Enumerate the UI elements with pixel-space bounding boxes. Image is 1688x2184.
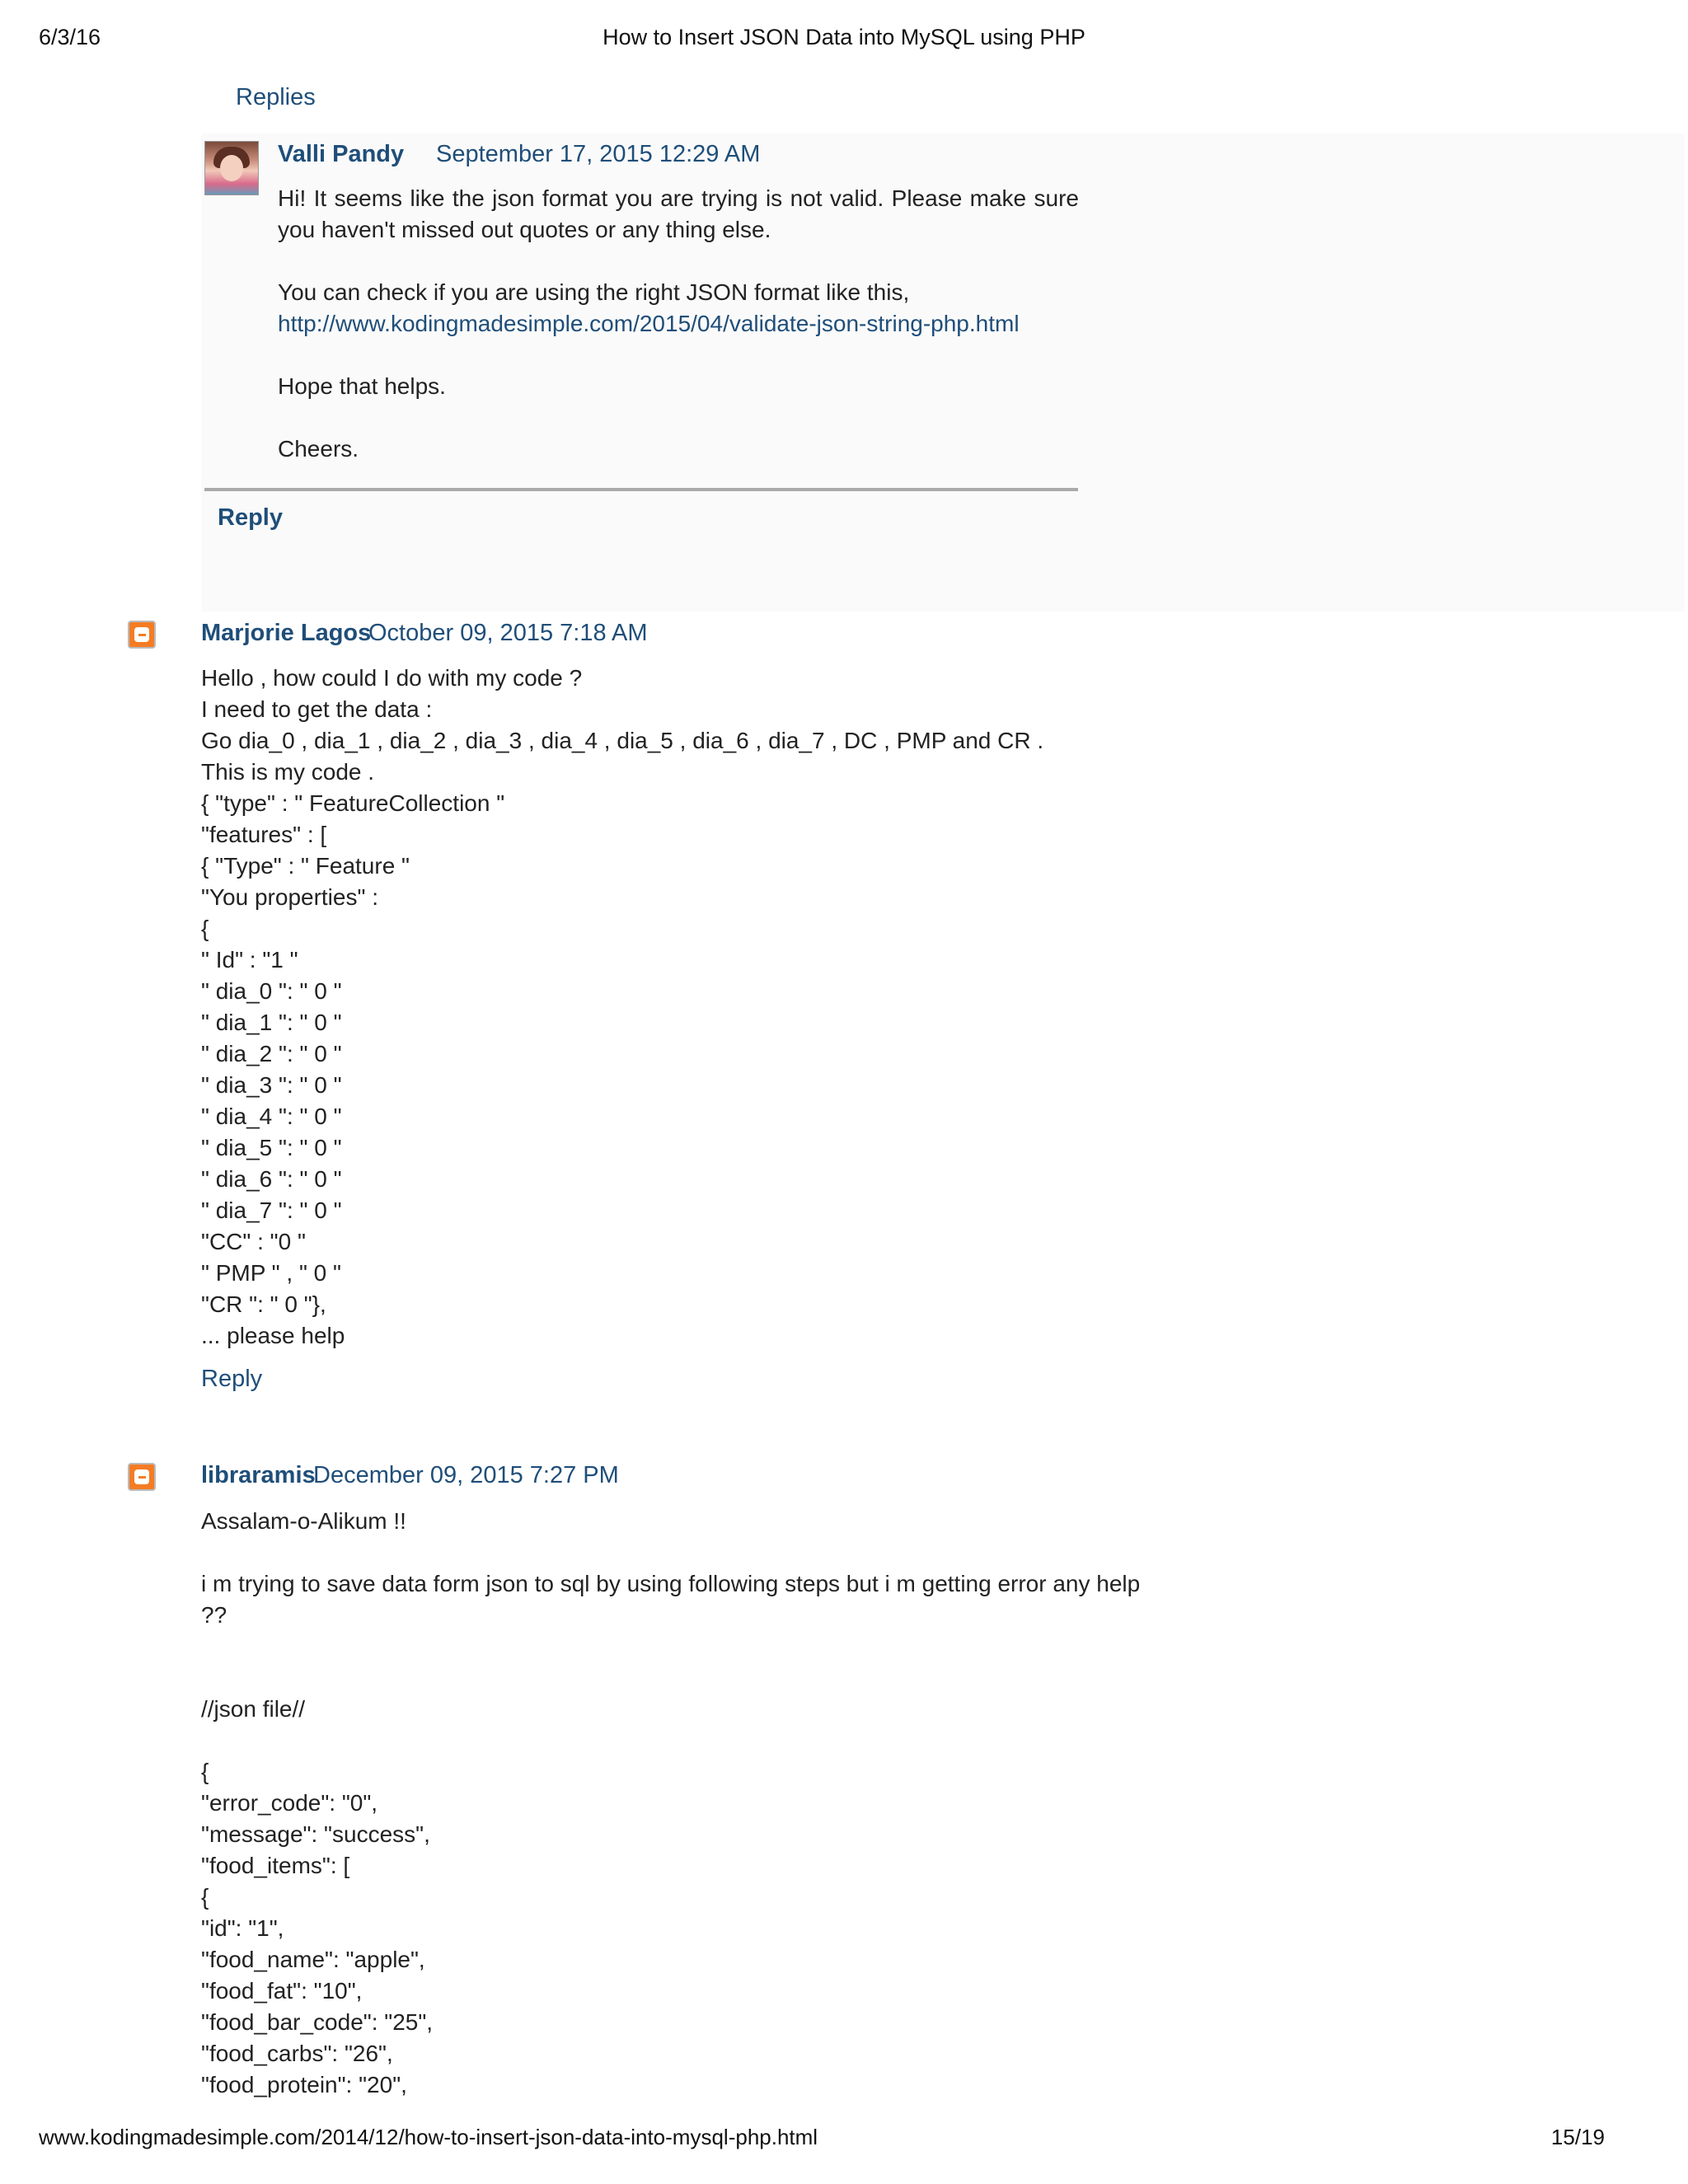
comment-reply-link[interactable]: Reply: [201, 1366, 263, 1392]
comment-line: i m trying to save data form json to sql by using following steps but i m getting error any help: [201, 1571, 1141, 1596]
comment-timestamp[interactable]: October 09, 2015 7:18 AM: [368, 620, 648, 646]
thread-reply-button[interactable]: Reply: [218, 504, 283, 531]
comment-line: "food_items": [: [201, 1853, 350, 1878]
comment-line: "CR ": " 0 "},: [201, 1291, 326, 1317]
comment-line: "features" : [: [201, 822, 327, 847]
comment-line: " dia_5 ": " 0 ": [201, 1135, 342, 1160]
comment-line: {: [201, 1759, 209, 1784]
comment-body: [201, 1506, 1140, 2101]
comment-line: "food_bar_code": "25",: [201, 2009, 434, 2035]
blogger-icon: [128, 1463, 156, 1491]
comment-author-name[interactable]: Marjorie Lagos: [201, 620, 372, 646]
comment-line: ??: [201, 1602, 227, 1628]
page-number: 15/19: [1550, 2125, 1605, 2149]
comment-line: "food_name": "apple",: [201, 1947, 425, 1972]
comment-line: " dia_1 ": " 0 ": [201, 1010, 342, 1035]
comment-line: I need to get the data :: [201, 696, 433, 722]
comment-line: [201, 1537, 1140, 1568]
comment-line: //json file//: [201, 1696, 306, 1722]
comment-line: "error_code": "0",: [201, 1790, 378, 1816]
print-url: www.kodingmadesimple.com/2014/12/how-to-insert-json-data-into-mysql-php.html: [39, 2125, 818, 2149]
comment-line: " Id" : "1 ": [201, 947, 298, 972]
comment-line: "You properties" :: [201, 884, 378, 910]
comment-line: " dia_6 ": " 0 ": [201, 1166, 342, 1192]
reply-timestamp[interactable]: September 17, 2015 12:29 AM: [436, 141, 761, 167]
thread-divider: [204, 488, 1078, 491]
comment-line: Assalam-o-Alikum !!: [201, 1508, 406, 1534]
comment-line: [201, 1725, 1140, 1756]
comment-line: " PMP " , " 0 ": [201, 1260, 341, 1286]
print-date: 6/3/16: [39, 25, 101, 49]
comment-line: { "Type" : " Feature ": [201, 853, 410, 879]
reply-paragraph: You can check if you are using the right JSON format like this,: [278, 279, 910, 305]
reply-paragraph: Hope that helps.: [278, 373, 446, 399]
comment-line: { "type" : " FeatureCollection ": [201, 790, 505, 816]
validate-json-link[interactable]: http://www.kodingmadesimple.com/2015/04/validate-json-string-php.html: [278, 311, 1020, 336]
comment-line: This is my code .: [201, 759, 375, 785]
comment-line: Go dia_0 , dia_1 , dia_2 , dia_3 , dia_4 , dia_5 , dia_6 , dia_7 , DC , PMP and CR .: [201, 728, 1044, 753]
comment-line: [201, 1662, 1140, 1694]
comment-line: "food_fat": "10",: [201, 1978, 363, 2004]
comment-line: {: [201, 916, 209, 941]
comment-line: " dia_2 ": " 0 ": [201, 1041, 342, 1066]
comment-line: " dia_0 ": " 0 ": [201, 978, 342, 1004]
comment-line: "food_protein": "20",: [201, 2072, 407, 2097]
replies-toggle-link[interactable]: Replies: [236, 84, 316, 110]
comment-timestamp[interactable]: December 09, 2015 7:27 PM: [313, 1462, 619, 1488]
comment-line: " dia_4 ": " 0 ": [201, 1104, 342, 1129]
comment-line: "message": "success",: [201, 1821, 430, 1847]
comment-line: "food_carbs": "26",: [201, 2041, 393, 2066]
comment-line: " dia_7 ": " 0 ": [201, 1197, 342, 1223]
comment-line: " dia_3 ": " 0 ": [201, 1072, 342, 1098]
blogger-icon: [128, 621, 156, 649]
reply-author-name[interactable]: Valli Pandy: [278, 141, 405, 167]
reply-paragraph: Hi! It seems like the json format you are trying is not valid. Please make sure you haven't missed out quotes or any thing else.: [278, 185, 1079, 242]
reply-paragraph: Cheers.: [278, 436, 359, 462]
comment-author-name[interactable]: libraramis: [201, 1462, 316, 1488]
comment-line: {: [201, 1884, 209, 1910]
comment-line: ... please help: [201, 1323, 345, 1348]
comment-line: Hello , how could I do with my code ?: [201, 665, 583, 691]
avatar-face: [220, 155, 243, 181]
comment-body: [201, 663, 1043, 1352]
page-title: How to Insert JSON Data into MySQL using PHP: [603, 25, 1085, 49]
comment-line: [201, 1631, 1140, 1662]
reply-body: [278, 183, 1079, 465]
comment-line: "CC" : "0 ": [201, 1229, 306, 1254]
comment-line: "id": "1",: [201, 1915, 284, 1941]
avatar: [204, 141, 259, 195]
